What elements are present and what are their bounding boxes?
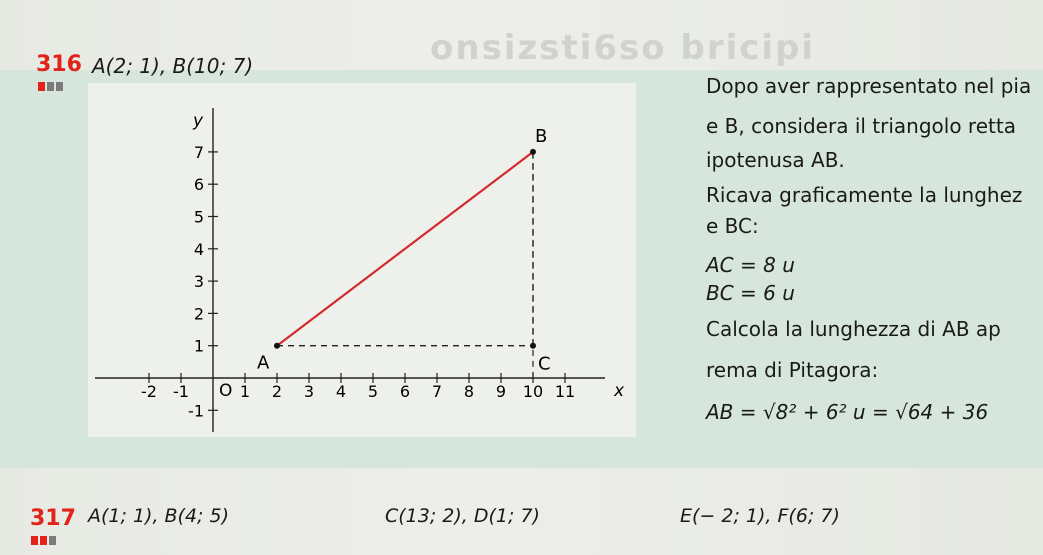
text-line-8: rema di Pitagora: — [706, 358, 879, 382]
exercise-317-item-c: E(− 2; 1), F(6; 7) — [680, 505, 840, 527]
y-tick-label-3: 3 — [193, 272, 204, 292]
bleed-through-text: onsizsti6so bricipi — [430, 28, 816, 68]
text-line-6: BC = 6 u — [706, 281, 795, 305]
point-a — [274, 343, 280, 349]
x-tick-label-10: 9 — [495, 382, 507, 401]
y-tick-label-0: -1 — [188, 401, 204, 421]
text-line-2: ipotenusa AB. — [706, 148, 845, 172]
text-line-4: e BC: — [706, 214, 759, 238]
y-tick-label-5: 5 — [193, 207, 204, 227]
text-line-1: e B, considera il triangolo retta — [706, 114, 1016, 138]
difficulty-bars-317 — [31, 536, 56, 545]
text-line-7: Calcola la lunghezza di AB ap — [706, 317, 1001, 341]
point-a-label: A — [257, 352, 270, 374]
x-tick-label-0: -2 — [141, 382, 157, 401]
x-tick-label-9: 8 — [463, 382, 475, 401]
hypotenuse-ab — [277, 152, 533, 346]
exercise-317-item-a: A(1; 1), B(4; 5) — [88, 505, 229, 527]
x-tick-label-4: 3 — [303, 382, 315, 401]
point-b — [530, 149, 536, 155]
exercise-number-316: 316 — [36, 52, 82, 77]
y-tick-label-1: 1 — [193, 336, 204, 356]
x-tick-label-7: 6 — [399, 382, 411, 401]
x-tick-label-5: 4 — [335, 382, 347, 401]
y-axis-label: y — [193, 111, 204, 131]
x-tick-label-6: 5 — [367, 382, 379, 401]
point-b-label: B — [535, 125, 548, 147]
y-tick-label-6: 6 — [193, 175, 204, 195]
origin-label: O — [219, 381, 233, 401]
text-line-9: AB = √8² + 6² u = √64 + 36 — [706, 400, 989, 424]
y-tick-label-2: 2 — [193, 304, 204, 324]
exercise-317-item-b: C(13; 2), D(1; 7) — [385, 505, 540, 527]
text-line-0: Dopo aver rappresentato nel pia — [706, 74, 1032, 98]
x-tick-label-2: 1 — [239, 382, 251, 401]
y-tick-label-7: 7 — [193, 142, 204, 162]
x-tick-label-12: 11 — [554, 382, 576, 401]
x-tick-label-1: -1 — [173, 382, 189, 401]
text-line-3: Ricava graficamente la lunghez — [706, 183, 1023, 207]
x-tick-label-3: 2 — [271, 382, 283, 401]
point-c-label: C — [538, 353, 551, 375]
y-tick-label-4: 4 — [193, 239, 204, 259]
x-tick-label-11: 10 — [522, 382, 544, 401]
exercise-316-points: A(2; 1), B(10; 7) — [92, 54, 254, 78]
text-line-5: AC = 8 u — [706, 253, 795, 277]
exercise-number-317: 317 — [30, 506, 76, 531]
point-c — [530, 343, 536, 349]
x-axis-label: x — [614, 381, 625, 401]
x-tick-label-8: 7 — [431, 382, 443, 401]
